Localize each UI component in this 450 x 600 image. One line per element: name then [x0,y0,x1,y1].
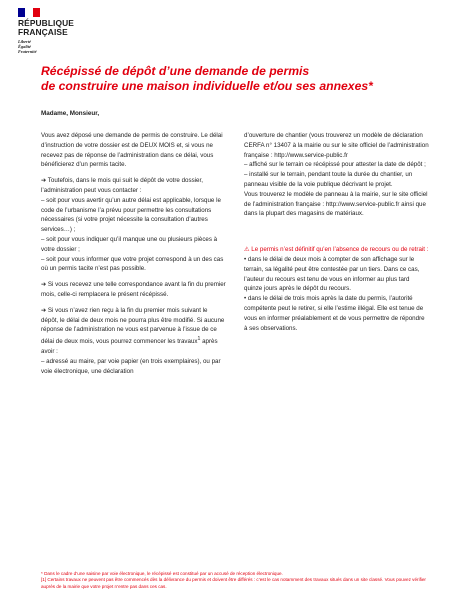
list-item: • dans le délai de deux mois à compter de son affichage sur le terrain, sa légalité peut être contestée par un tiers. Dans ce cas, l’auteur du recours est tenu de vous en informer au plus tard quinze jours après le dépôt du recours. [244,255,420,293]
intro-paragraph: Vous avez déposé une demande de permis de construire. Le délai d’instruction de votre dossier est de DEUX MOIS et, si vous ne recevez pas de réponse de l’administration dans ce délai, vous bénéficierez d’un permis tacite. [41,132,223,169]
flag-icon [18,8,40,17]
list-item: – soit pour vous informer que votre projet correspond à un des cas où un permis tacite n’est pas possible. [41,255,224,273]
marianne-logo [18,8,98,54]
contact-paragraph: ➔ Toutefois, dans le mois qui suit le dépôt de votre dossier, l’administration peut vous contacter : – soit pour vous avertir qu’un autre délai est applicable, lorsque le code de l’urbanisme l’a prévu pour permettre les consultations nécessaires (si votre projet nécessite la consultation d’autres services…) ; – soit pour vous indiquer qu’il manque une ou plusieurs pièces à votre dossier ; – soit pour vous informer que votre projet correspond à un des cas où un permis tacite n’est pas possible. [41,177,224,273]
greeting: Madame, Monsieur, [41,110,100,117]
left-column [41,131,226,382]
footer-notes: * Dans le cadre d’une saisine par voie électronique, le récépissé est constitué par un accusé de réception électronique. [1] Certains travaux ne peuvent pas être commencés dès la délivrance du permis et doivent être différés : c’est le cas notamment des travaux situés dans un site classé. Vous pouvez vérifier auprès de la mairie que votre projet n’entre pas dans ces cas. [41,571,426,589]
list-item: – installé sur le terrain, pendant toute la durée du chantier, un panneau visible de la voie publique décrivant le projet. [244,171,413,188]
list-item: – affiché sur le terrain ce récépissé pour attester la date de dépôt ; [244,161,426,169]
arrow-icon: ➔ [41,177,47,185]
arrow-icon: ➔ [41,281,47,289]
correspondence-paragraph: ➔ Si vous recevez une telle correspondance avant la fin du premier mois, celle-ci remplacera le présent récépissé. [41,281,226,298]
no-response-paragraph: ➔ Si vous n’avez rien reçu à la fin du premier mois suivant le dépôt, le délai de deux mois ne pourra plus être modifié. Si aucune réponse de l’administration ne vous est parvenue à l’issue de ce délai de deux mois, vous pourrez commencer les travaux$^1$ après avoir : – adressé au maire, par voie papier (en trois exemplaires), ou par voie électronique, une déclaration [41,306,225,375]
flag-white [25,8,32,17]
list-item: – adressé au maire, par voie papier (en trois exemplaires), ou par voie électronique, une déclaration [41,357,221,375]
warning-icon: ⚠ [244,246,250,254]
logo-text: RÉPUBLIQUE FRANÇAISE [18,18,74,37]
list-item: • dans le délai de trois mois après la date du permis, l’autorité compétente peut le retirer, si elle l’estime illégal. Elle est tenue de vous en informer préalablement et de vous permettre de répondre à ses observations. [244,295,425,332]
right-column [244,131,429,339]
panel-info: Vous trouverez le modèle de panneau à la mairie, sur le site officiel de l’administration française : http://www.service-public.fr ainsi que dans la plupart des magasins de matériaux. [244,190,428,218]
arrow-icon: ➔ [41,306,47,314]
declaration-paragraph: d’ouverture de chantier (vous trouverez un modèle de déclaration CERFA n° 13407 à la mairie ou sur le site officiel de l’administration française : http://www.service-public.fr – affiché sur le terrain ce récépissé pour attester la date de dépôt ; – installé sur le terrain, pendant toute la durée du chantier, un panneau visible de la voie publique décrivant le projet. Vous trouverez le modèle de panneau à la mairie, sur le site officiel de l’administration française : http://www.service-public.fr ainsi que dans la plupart des magasins de matériaux. [244,132,429,218]
warning-paragraph: ⚠ Le permis n’est définitif qu’en l’absence de recours ou de retrait : • dans le délai de deux mois à compter de son affichage sur le terrain, sa légalité peut être contestée par un tiers. Dans ce cas, l’auteur du recours est tenu de vous en informer au plus tard quinze jours après le dépôt du recours. • dans le délai de trois mois après la date du permis, l’autorité compétente peut le retirer, si elle l’estime illégal. Elle est tenue de vous en informer préalablement et de vous permettre de répondre à ses observations. [244,246,429,332]
footnote-ref: 1 [197,336,201,343]
flag-blue [18,8,25,17]
page-title: Récépissé de dépôt d’une demande de permis de construire une maison individuelle et/ou ses annexes* [41,64,373,93]
flag-red [33,8,40,17]
list-item: – soit pour vous avertir qu’un autre délai est applicable, lorsque le code de l’urbanisme l’a prévu pour permettre les consultations nécessaires (si votre projet nécessite la consultation d’autres services…) ; [41,196,221,234]
logo-motto: Liberté Égalité Fraternité [18,39,37,54]
list-item: – soit pour vous indiquer qu’il manque une ou plusieurs pièces à votre dossier ; [41,235,218,253]
